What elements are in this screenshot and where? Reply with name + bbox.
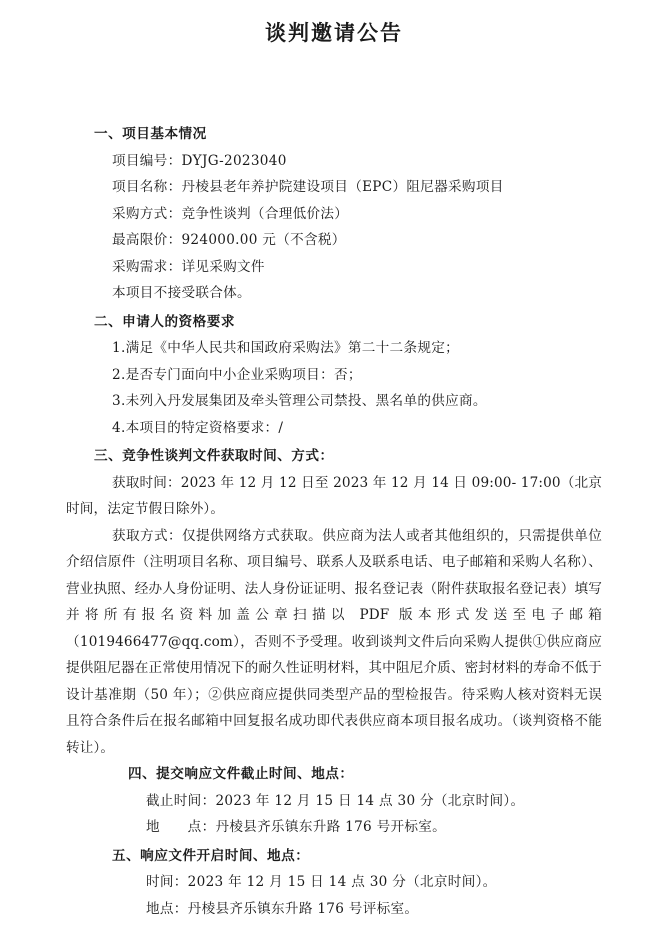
document-body <box>66 121 602 922</box>
section-1-line-1: 项目编号：DYJG-2023040 <box>112 152 287 169</box>
section-5-line-1: 时间：2023 年 12 月 15 日 14 点 30 分（北京时间）。 <box>146 874 497 891</box>
section-3-paragraph: 获取方式：仅提供网络方式获取。供应商为法人或者其他组织的，只需提供单位介绍信原件（注明项目名称、项目编号、联系人及联系电话、电子邮箱和采购人名称）、营业执照、经办人身份证明、法人身份证证明、报名登记表（附件获取报名登记表）填写并将所有报名资料加盖公章扫描以 PDF 版本形式发送至电子邮箱（1019466477@qq.com），否则不予受理。收到谈判文件后向采购人提供①供应商应提供阻尼器在正常使用情况下的耐久性证明材料，其中阻尼介质、密封材料的寿命不低于设计基准期（50 年）；②供应商应提供同类型产品的型检报告。待采购人核对资料无误且符合条件后在报名邮箱中回复报名成功即代表供应商本项目报名成功。（谈判资格不能转让）。 <box>66 527 603 756</box>
section-2-line-1: 1.满足《中华人民共和国政府采购法》第二十二条规定； <box>112 340 460 357</box>
page-title: 谈判邀请公告 <box>265 20 403 45</box>
section-4-line-2: 地 点：丹棱县齐乐镇东升路 176 号开标室。 <box>146 819 447 836</box>
section-2-line-4: 4.本项目的特定资格要求：/ <box>112 419 284 436</box>
section-5-line-2: 地点：丹棱县齐乐镇东升路 176 号评标室。 <box>146 900 419 917</box>
section-1-line-5: 采购需求：详见采购文件 <box>112 258 265 275</box>
section-heading-1: 一、项目基本情况 <box>94 126 207 143</box>
section-1-line-4: 最高限价：924000.00 元（不含税） <box>112 232 346 249</box>
section-1-line-3: 采购方式：竞争性谈判（合理低价法） <box>112 205 349 222</box>
section-1-line-2: 项目名称：丹棱县老年养护院建设项目（EPC）阻尼器采购项目 <box>112 179 504 196</box>
section-3-line-1: 获取时间：2023 年 12 月 12 日至 2023 年 12 月 14 日 09:00- 17:00（北京时间，法定节假日除外）。 <box>66 474 602 518</box>
section-heading-3: 三、竞争性谈判文件获取时间、方式： <box>94 448 334 465</box>
document-page <box>0 18 668 951</box>
section-heading-2: 二、申请人的资格要求 <box>94 313 235 330</box>
section-1-line-6: 本项目不接受联合体。 <box>112 285 251 302</box>
section-4-line-1: 截止时间：2023 年 12 月 15 日 14 点 30 分（北京时间）。 <box>146 792 525 809</box>
section-heading-4: 四、提交响应文件截止时间、地点： <box>128 766 354 783</box>
section-2-line-2: 2.是否专门面向中小企业采购项目：否； <box>112 366 362 383</box>
section-2-line-3: 3.未列入丹发展集团及牵头管理公司禁投、黑名单的供应商。 <box>112 393 487 410</box>
section-heading-5: 五、响应文件开启时间、地点： <box>112 847 310 864</box>
